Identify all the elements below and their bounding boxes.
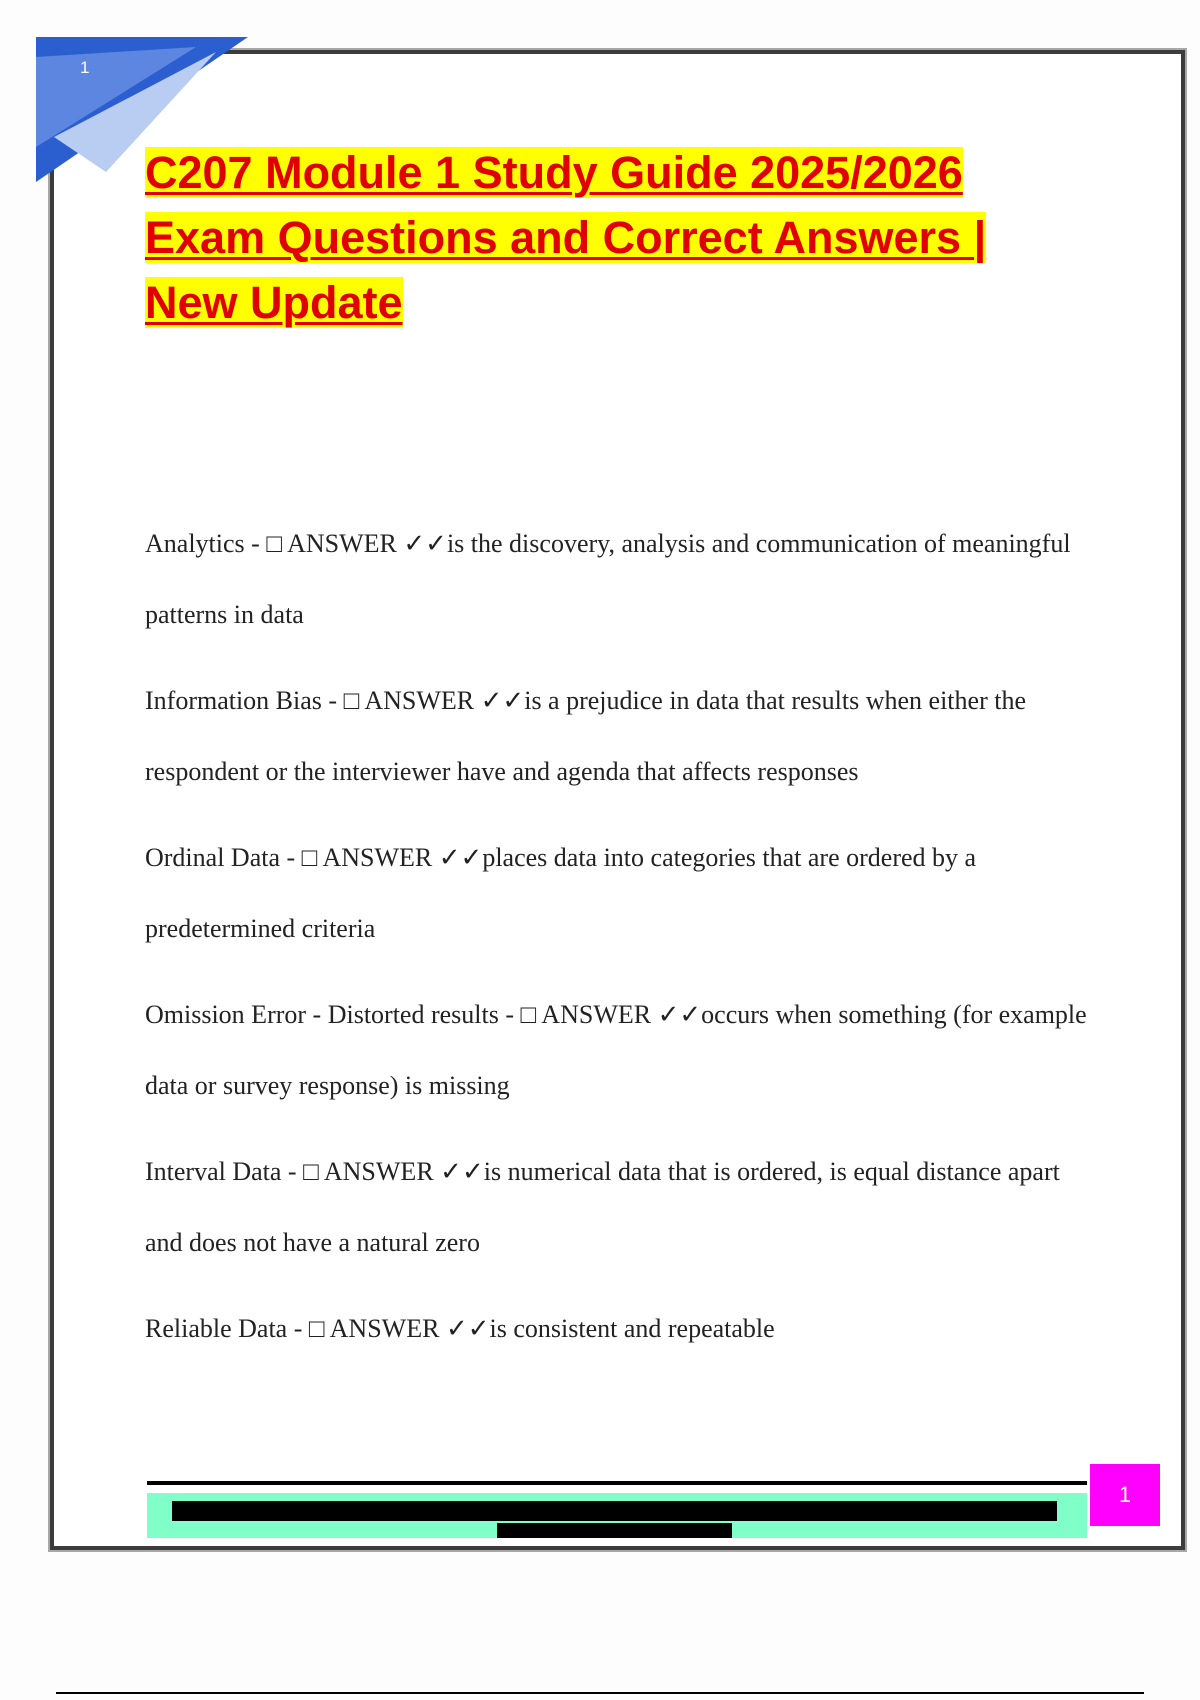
qa-item-ordinal-data (145, 822, 1090, 964)
footer-bar-small (497, 1523, 732, 1538)
answer-label: ANSWER (324, 1314, 446, 1343)
answer-label: ANSWER (317, 843, 439, 872)
title-line-1: C207 Module 1 Study Guide 2025/2026 (145, 147, 963, 198)
qa-definition: occurs when something (for example data or survey response) is missing (145, 1000, 1087, 1100)
qa-item-analytics (145, 508, 1090, 650)
answer-label: ANSWER (359, 686, 481, 715)
missing-glyph-icon: □ (266, 529, 283, 558)
qa-item-omission-error (145, 979, 1090, 1121)
footer-band (147, 1493, 1087, 1538)
missing-glyph-icon: □ (520, 1000, 537, 1029)
qa-term: Interval Data - (145, 1157, 304, 1186)
qa-term: Information Bias - (145, 686, 344, 715)
qa-definition: is consistent and repeatable (489, 1314, 775, 1343)
missing-glyph-icon: □ (301, 843, 318, 872)
title-line-2: Exam Questions and Correct Answers | (145, 212, 987, 263)
qa-definition: is the discovery, analysis and communication of meaningful patterns in data (145, 529, 1071, 629)
qa-definition: places data into categories that are ordered by a predetermined criteria (145, 843, 977, 943)
qa-term: Omission Error - Distorted results - (145, 1000, 521, 1029)
answer-label: ANSWER (282, 529, 404, 558)
qa-term: Analytics - (145, 529, 267, 558)
page-number-badge: 1 (1090, 1464, 1160, 1526)
checkmark-icon: ✓✓ (480, 686, 525, 715)
qa-item-interval-data (145, 1136, 1090, 1278)
qa-term: Reliable Data - (145, 1314, 309, 1343)
title-line-3: New Update (145, 277, 403, 328)
checkmark-icon: ✓✓ (403, 529, 447, 558)
checkmark-icon: ✓✓ (445, 1314, 490, 1343)
qa-definition: is a prejudice in data that results when either the respondent or the interviewer have and agenda that affects responses (145, 686, 1026, 786)
checkmark-icon: ✓✓ (438, 843, 483, 872)
answer-label: ANSWER (536, 1000, 658, 1029)
qa-definition: is numerical data that is ordered, is equal distance apart and does not have a natural zero (145, 1157, 1060, 1257)
qa-list (145, 508, 1090, 1379)
corner-page-number: 1 (80, 58, 90, 77)
checkmark-icon: ✓✓ (440, 1157, 484, 1186)
missing-glyph-icon: □ (343, 686, 360, 715)
qa-item-information-bias (145, 665, 1090, 807)
bottom-rule (56, 1692, 1144, 1694)
document-title (145, 140, 1090, 335)
qa-item-reliable-data (145, 1293, 1090, 1364)
answer-label: ANSWER (318, 1157, 441, 1186)
checkmark-icon: ✓✓ (657, 1000, 702, 1029)
missing-glyph-icon: □ (308, 1314, 325, 1343)
footer-rule (147, 1481, 1087, 1485)
footer-bar-main (172, 1501, 1057, 1521)
qa-term: Ordinal Data - (145, 843, 302, 872)
missing-glyph-icon: □ (303, 1157, 319, 1186)
